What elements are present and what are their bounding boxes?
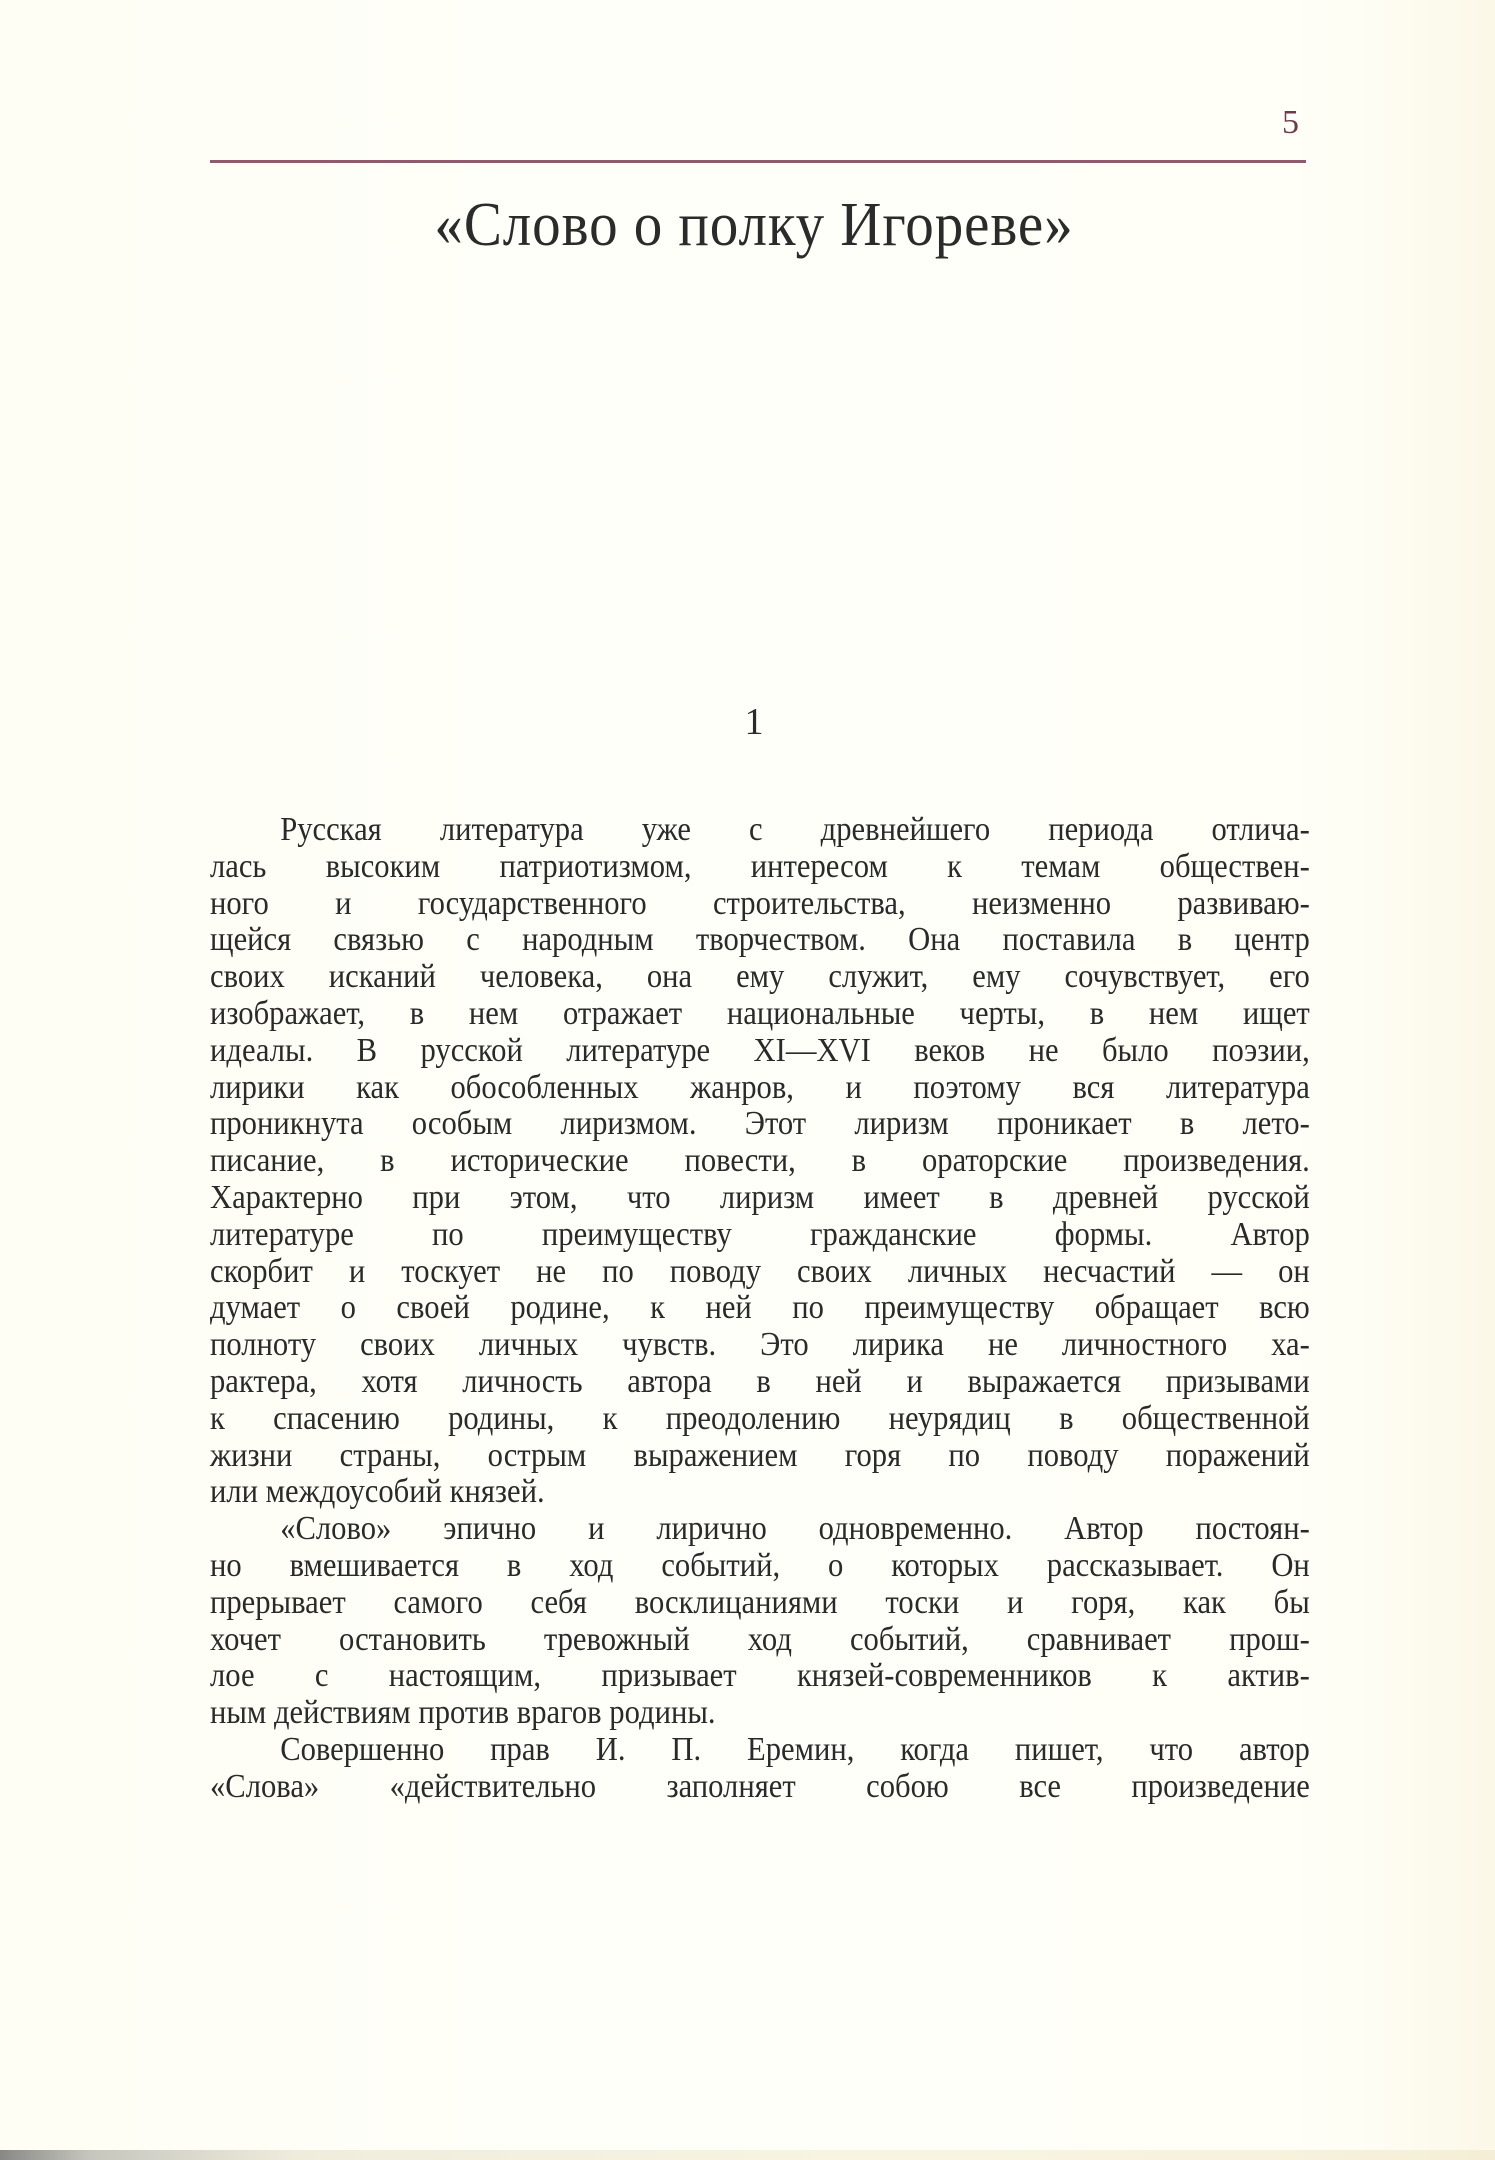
text-line: щейся связью с народным творчеством. Она поставила в центр (210, 921, 1310, 959)
text-line: рактера, хотя личность автора в ней и выражается призывами (210, 1362, 1310, 1400)
text-line: хочет остановить тревожный ход событий, сравнивает прош- (210, 1620, 1310, 1658)
text-line: лась высоким патриотизмом, интересом к темам обществен- (210, 847, 1310, 885)
section-number: 1 (744, 701, 764, 743)
text-line: Совершенно прав И. П. Еремин, когда пишет, что автор (280, 1730, 1310, 1768)
text-line: лое с настоящим, призывает князей-современников к актив- (210, 1657, 1310, 1695)
text-line: или междоусобий князей. (210, 1473, 545, 1511)
text-line: к спасению родины, к преодолению неурядиц в общественной (210, 1399, 1310, 1437)
text-line: идеалы. В русской литературе XI—XVI веков не было поэзии, (210, 1031, 1310, 1069)
text-line: полноту своих личных чувств. Это лирика не личностного ха- (210, 1326, 1310, 1364)
text-line: но вмешивается в ход событий, о которых рассказывает. Он (210, 1546, 1310, 1584)
page-number: 5 (1282, 104, 1299, 141)
text-line: «Слова» «действительно заполняет собою все произведение (210, 1767, 1310, 1805)
text-line: литературе по преимуществу гражданские формы. Автор (210, 1215, 1310, 1253)
text-line: ного и государственного строительства, неизменно развиваю- (210, 884, 1310, 922)
chapter-title: «Слово о полку Игореве» (434, 191, 1074, 259)
text-line: скорбит и тоскует не по поводу своих личных несчастий — он (210, 1252, 1310, 1290)
body-text (210, 812, 1310, 1806)
text-line: прерывает самого себя восклицаниями тоски и горя, как бы (210, 1583, 1310, 1621)
text-line: Русская литература уже с древнейшего периода отлича- (280, 811, 1310, 848)
text-line: ным действиям против врагов родины. (210, 1694, 716, 1732)
text-line: думает о своей родине, к ней по преимуществу обращает всю (210, 1289, 1310, 1327)
text-line: «Слово» эпично и лирично одновременно. Автор постоян- (280, 1510, 1310, 1548)
paragraph (210, 1732, 1310, 1806)
text-line: проникнута особым лиризмом. Этот лиризм проникает в лето- (210, 1105, 1310, 1143)
text-line: жизни страны, острым выражением горя по поводу поражений (210, 1436, 1310, 1474)
header-rule (210, 160, 1306, 163)
scan-bottom-edge (0, 2150, 1495, 2160)
text-line: писание, в исторические повести, в ораторские произведения. (210, 1142, 1310, 1180)
text-line: изображает, в нем отражает национальные черты, в нем ищет (210, 994, 1310, 1032)
paragraph (210, 1511, 1310, 1732)
text-line: лирики как обособленных жанров, и поэтому вся литература (210, 1068, 1310, 1106)
text-line: Характерно при этом, что лиризм имеет в древней русской (210, 1178, 1310, 1216)
text-line: своих исканий человека, она ему служит, ему сочувствует, его (210, 958, 1310, 996)
paragraph (210, 812, 1310, 1511)
page-edge-shadow (1375, 0, 1495, 2160)
